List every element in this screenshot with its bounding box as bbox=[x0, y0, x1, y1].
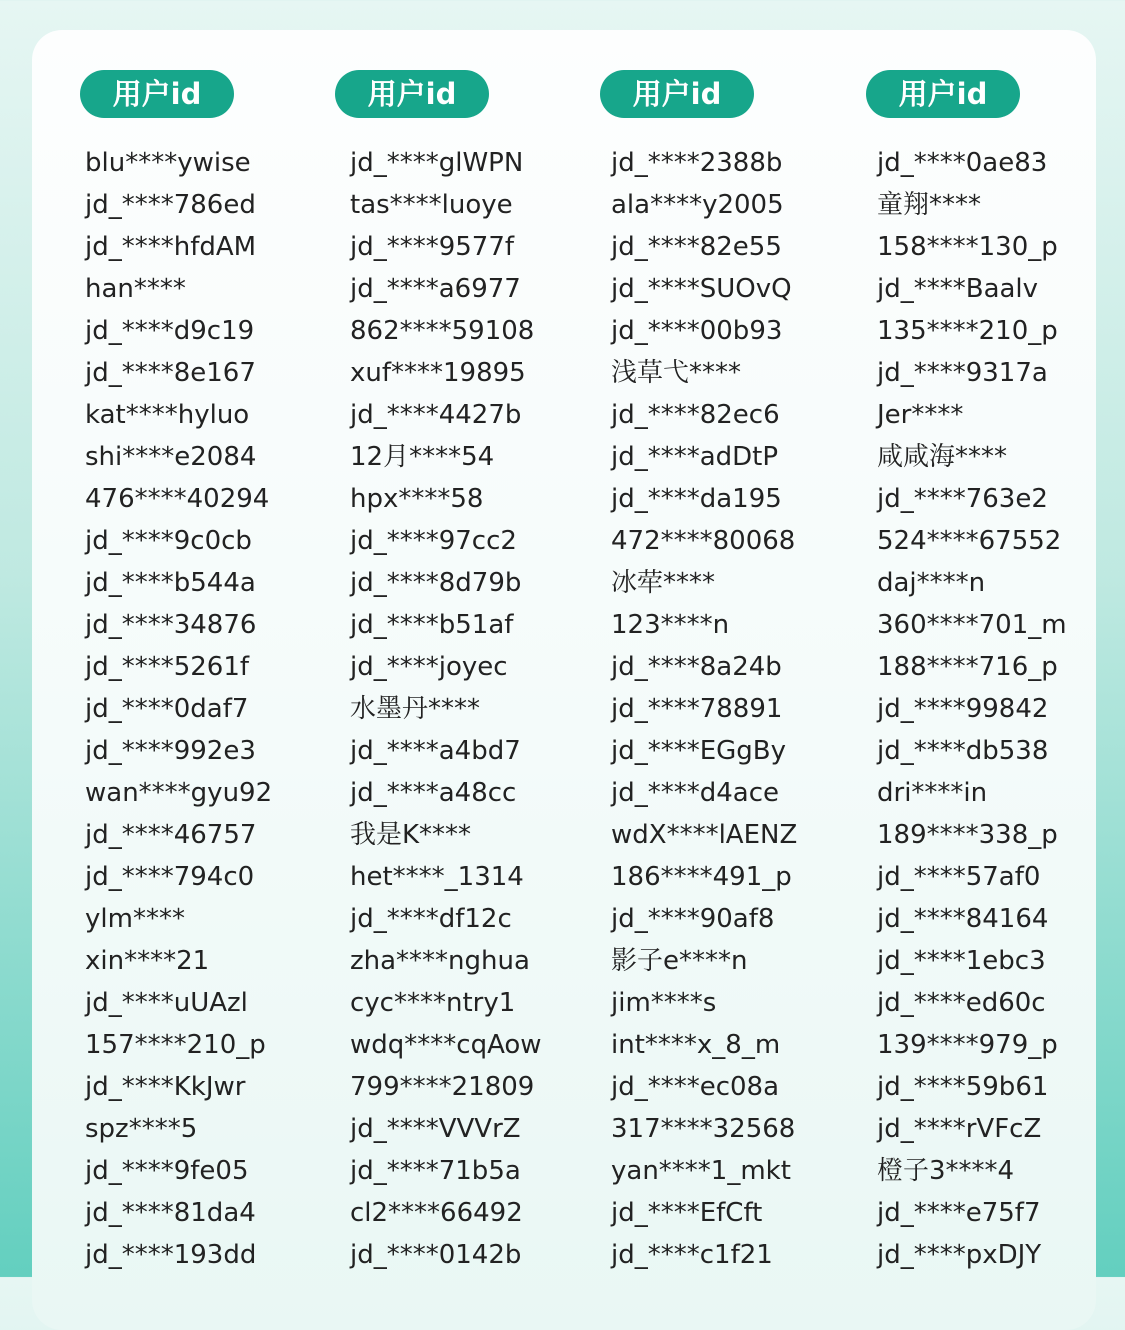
user-id-item: daj****n bbox=[877, 568, 986, 598]
user-id-item: wdq****cqAow bbox=[350, 1030, 542, 1060]
user-id-item: jd_****97cc2 bbox=[350, 526, 517, 556]
user-id-item: jd_****84164 bbox=[877, 904, 1049, 934]
user-id-item: 186****491_p bbox=[611, 862, 792, 892]
user-list-panel bbox=[32, 30, 1096, 1330]
user-id-item: jd_****0142b bbox=[350, 1240, 522, 1270]
user-id-item: 188****716_p bbox=[877, 652, 1058, 682]
user-id-item: jd_****hfdAM bbox=[85, 232, 257, 262]
user-id-item: hpx****58 bbox=[350, 484, 484, 514]
user-id-item: jd_****1ebc3 bbox=[877, 946, 1046, 976]
user-id-item: jd_****786ed bbox=[85, 190, 256, 220]
user-id-item: jd_****00b93 bbox=[611, 316, 783, 346]
column-header: 用户id bbox=[80, 70, 234, 118]
user-id-item: int****x_8_m bbox=[611, 1030, 781, 1060]
user-id-item: jd_****d9c19 bbox=[85, 316, 255, 346]
user-id-item: kat****hyluo bbox=[85, 400, 250, 430]
user-id-item: 135****210_p bbox=[877, 316, 1058, 346]
user-id-item: jd_****0daf7 bbox=[85, 694, 249, 724]
user-id-item: 157****210_p bbox=[85, 1030, 266, 1060]
user-id-item: jd_****57af0 bbox=[877, 862, 1041, 892]
user-id-item: jd_****a6977 bbox=[350, 274, 521, 304]
user-id-item: xuf****19895 bbox=[350, 358, 526, 388]
user-id-item: jd_****794c0 bbox=[85, 862, 255, 892]
user-id-item: 524****67552 bbox=[877, 526, 1062, 556]
user-id-item: yan****1_mkt bbox=[611, 1156, 791, 1186]
user-id-item: 360****701_m bbox=[877, 610, 1067, 640]
user-id-item: jd_****KkJwr bbox=[85, 1072, 246, 1102]
user-id-item: wdX****lAENZ bbox=[611, 820, 798, 850]
user-id-item: jd_****992e3 bbox=[85, 736, 256, 766]
user-id-item: jd_****0ae83 bbox=[877, 148, 1048, 178]
user-id-item: het****_1314 bbox=[350, 862, 524, 892]
user-id-item: 影子e****n bbox=[611, 946, 748, 976]
user-id-item: jd_****82e55 bbox=[611, 232, 782, 262]
user-id-item: 472****80068 bbox=[611, 526, 796, 556]
user-id-item: wan****gyu92 bbox=[85, 778, 273, 808]
user-id-item: jd_****e75f7 bbox=[877, 1198, 1041, 1228]
user-id-item: jd_****VVVrZ bbox=[350, 1114, 521, 1144]
user-id-item: jd_****rVFcZ bbox=[877, 1114, 1042, 1144]
user-id-item: jd_****9c0cb bbox=[85, 526, 252, 556]
user-id-item: 咸咸海**** bbox=[877, 442, 1008, 472]
user-id-item: jd_****71b5a bbox=[350, 1156, 521, 1186]
user-id-item: jd_****da195 bbox=[611, 484, 782, 514]
column-header: 用户id bbox=[600, 70, 754, 118]
user-id-item: 水墨丹**** bbox=[350, 694, 481, 724]
user-id-item: 862****59108 bbox=[350, 316, 535, 346]
user-id-item: 冰荦**** bbox=[611, 568, 716, 598]
user-id-item: 799****21809 bbox=[350, 1072, 535, 1102]
user-id-item: 橙子3****4 bbox=[877, 1156, 1015, 1186]
user-id-item: dri****in bbox=[877, 778, 988, 808]
user-id-item: cl2****66492 bbox=[350, 1198, 523, 1228]
user-id-item: jd_****b544a bbox=[85, 568, 256, 598]
user-id-item: jd_****b51af bbox=[350, 610, 514, 640]
user-id-item: 158****130_p bbox=[877, 232, 1058, 262]
user-id-item: jd_****59b61 bbox=[877, 1072, 1049, 1102]
user-id-item: jd_****db538 bbox=[877, 736, 1049, 766]
user-id-item: jd_****4427b bbox=[350, 400, 522, 430]
user-id-item: jd_****a4bd7 bbox=[350, 736, 521, 766]
user-id-item: jd_****763e2 bbox=[877, 484, 1048, 514]
user-id-item: jd_****ec08a bbox=[611, 1072, 780, 1102]
user-id-item: 139****979_p bbox=[877, 1030, 1058, 1060]
user-id-item: jd_****2388b bbox=[611, 148, 783, 178]
user-id-item: 12月****54 bbox=[350, 442, 495, 472]
user-id-item: 我是K**** bbox=[350, 820, 472, 850]
user-id-item: jd_****8e167 bbox=[85, 358, 256, 388]
user-id-item: jd_****glWPN bbox=[350, 148, 524, 178]
user-id-item: han**** bbox=[85, 274, 186, 304]
user-id-item: 317****32568 bbox=[611, 1114, 796, 1144]
user-id-item: ala****y2005 bbox=[611, 190, 784, 220]
column-header: 用户id bbox=[866, 70, 1020, 118]
user-id-item: jd_****5261f bbox=[85, 652, 250, 682]
user-id-list bbox=[350, 142, 542, 1276]
user-id-item: Jer**** bbox=[877, 400, 964, 430]
user-id-item: spz****5 bbox=[85, 1114, 198, 1144]
user-id-item: xin****21 bbox=[85, 946, 210, 976]
user-id-item: blu****ywise bbox=[85, 148, 251, 178]
user-id-list bbox=[877, 142, 1067, 1276]
user-id-item: 476****40294 bbox=[85, 484, 270, 514]
user-id-item: jd_****EGgBy bbox=[611, 736, 787, 766]
user-id-item: jd_****a48cc bbox=[350, 778, 517, 808]
user-id-item: jd_****d4ace bbox=[611, 778, 779, 808]
user-id-item: jd_****193dd bbox=[85, 1240, 257, 1270]
user-id-item: shi****e2084 bbox=[85, 442, 257, 472]
user-id-item: jd_****9317a bbox=[877, 358, 1048, 388]
user-id-item: jd_****adDtP bbox=[611, 442, 779, 472]
user-id-item: 童翔**** bbox=[877, 190, 982, 220]
user-id-item: jd_****8a24b bbox=[611, 652, 782, 682]
user-id-item: cyc****ntry1 bbox=[350, 988, 516, 1018]
user-id-item: zha****nghua bbox=[350, 946, 530, 976]
user-id-item: jd_****Baalv bbox=[877, 274, 1039, 304]
user-id-item: 浅草弋**** bbox=[611, 358, 742, 388]
user-id-item: jd_****9577f bbox=[350, 232, 515, 262]
user-id-item: jd_****joyec bbox=[350, 652, 508, 682]
user-id-item: jd_****ed60c bbox=[877, 988, 1046, 1018]
user-id-item: ylm**** bbox=[85, 904, 185, 934]
user-id-item: jd_****99842 bbox=[877, 694, 1049, 724]
user-id-item: 123****n bbox=[611, 610, 730, 640]
user-id-item: jd_****c1f21 bbox=[611, 1240, 773, 1270]
user-id-item: jd_****78891 bbox=[611, 694, 783, 724]
user-id-item: jd_****uUAzl bbox=[85, 988, 248, 1018]
user-id-item: jd_****pxDJY bbox=[877, 1240, 1042, 1270]
column-header: 用户id bbox=[335, 70, 489, 118]
user-id-item: jd_****SUOvQ bbox=[611, 274, 792, 304]
user-id-item: jd_****46757 bbox=[85, 820, 257, 850]
user-id-list bbox=[611, 142, 797, 1276]
user-id-item: jd_****82ec6 bbox=[611, 400, 780, 430]
user-id-item: jd_****EfCft bbox=[611, 1198, 763, 1228]
user-id-item: jim****s bbox=[611, 988, 717, 1018]
user-id-item: jd_****81da4 bbox=[85, 1198, 256, 1228]
user-id-item: jd_****df12c bbox=[350, 904, 512, 934]
user-id-item: 189****338_p bbox=[877, 820, 1058, 850]
user-id-list bbox=[85, 142, 272, 1276]
user-id-item: tas****luoye bbox=[350, 190, 513, 220]
user-id-item: jd_****8d79b bbox=[350, 568, 522, 598]
user-id-item: jd_****90af8 bbox=[611, 904, 775, 934]
user-id-item: jd_****9fe05 bbox=[85, 1156, 249, 1186]
user-id-item: jd_****34876 bbox=[85, 610, 257, 640]
